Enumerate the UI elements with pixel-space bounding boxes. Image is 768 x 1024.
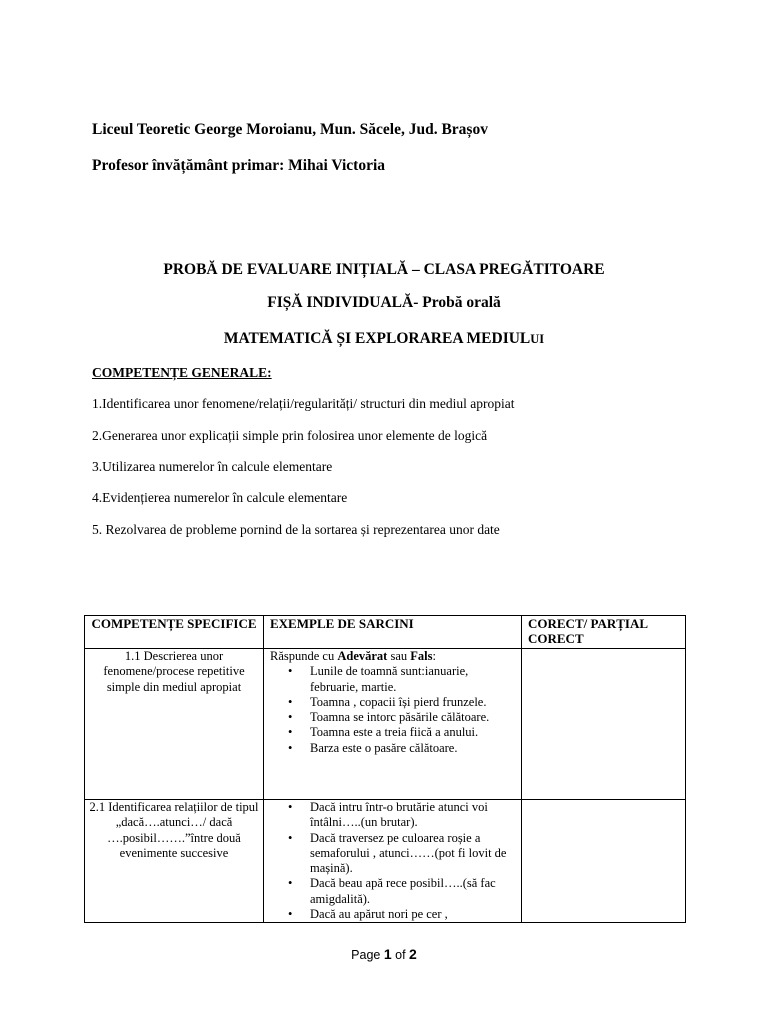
title-line-3-suffix: UI: [530, 332, 545, 346]
table-header-row: [85, 616, 686, 649]
teacher-name: Profesor învățământ primar: Mihai Victoria: [92, 157, 386, 174]
competence-item: 2.Generarea unor explicații simple prin folosirea unor elemente de logică: [92, 428, 488, 443]
competence-item: 1.Identificarea unor fenomene/relații/regularități/ structuri din mediul apropiat: [92, 396, 515, 411]
task-item: • Toamna , copacii își pierd frunzele.: [310, 695, 518, 710]
title-line-3-main: MATEMATICĂ ȘI EXPLORAREA MEDIUL: [223, 330, 531, 347]
title-line-3: [0, 330, 768, 348]
current-page: 1: [383, 946, 392, 962]
task-list: [270, 664, 518, 756]
page-word: Page: [351, 948, 381, 962]
table-row: [85, 649, 686, 800]
competence-cell: 1.1 Descrierea unor fenomene/procese repetitive simple din mediul apropiat: [85, 649, 264, 800]
header-result: CORECT/ PARȚIAL CORECT: [522, 616, 686, 649]
task-item: • Dacă au apărut nori pe cer ,: [310, 907, 518, 922]
result-cell[interactable]: [522, 800, 686, 923]
table-row: [85, 800, 686, 923]
header-task-examples: EXEMPLE DE SARCINI: [264, 616, 522, 649]
competence-item: 5. Rezolvarea de probleme pornind de la sortarea și reprezentarea unor date: [92, 522, 500, 537]
of-word: of: [395, 948, 406, 962]
task-item: • Dacă traversez pe culoarea roșie a semaforului , atunci……(pot fi lovit de mașină).: [310, 831, 518, 877]
competence-item: 3.Utilizarea numerelor în calcule elementare: [92, 459, 333, 474]
general-competences-heading: COMPETENȚE GENERALE:: [92, 365, 272, 380]
title-line-2: FIȘĂ INDIVIDUALĂ- Probă orală: [267, 294, 501, 311]
task-list: [270, 800, 518, 922]
task-item: • Dacă intru într-o brutărie atunci voi întâlni…..(un brutar).: [310, 800, 518, 831]
task-item: • Dacă beau apă rece posibil…..(să fac amigdalită).: [310, 876, 518, 907]
competence-cell: 2.1 Identificarea relațiilor de tipul „dacă….atunci…/ dacă ….posibil…….”între două evenimente succesive: [85, 800, 264, 923]
true-keyword: Adevărat: [337, 649, 388, 663]
competence-item: 4.Evidențierea numerelor în calcule elementare: [92, 490, 348, 505]
total-pages: 2: [409, 946, 417, 962]
page-number: [0, 946, 768, 962]
task-item: • Toamna este a treia fiică a anului.: [310, 725, 518, 740]
task-item: • Barza este o pasăre călătoare.: [310, 741, 518, 756]
task-item: • Lunile de toamnă sunt:ianuarie, februarie, martie.: [310, 664, 518, 695]
task-instruction: Răspunde cu Adevărat sau Fals:: [270, 649, 436, 663]
task-item: • Toamna se intorc păsările călătoare.: [310, 710, 518, 725]
header-specific-competences: COMPETENȚE SPECIFICE: [85, 616, 264, 649]
evaluation-table: [84, 615, 686, 923]
tasks-cell: [264, 649, 522, 800]
tasks-cell: [264, 800, 522, 923]
title-line-1: PROBĂ DE EVALUARE INIȚIALĂ – CLASA PREGĂTITOARE: [163, 261, 605, 278]
school-name: Liceul Teoretic George Moroianu, Mun. Săcele, Jud. Brașov: [92, 121, 488, 138]
false-keyword: Fals: [410, 649, 433, 663]
result-cell[interactable]: [522, 649, 686, 800]
